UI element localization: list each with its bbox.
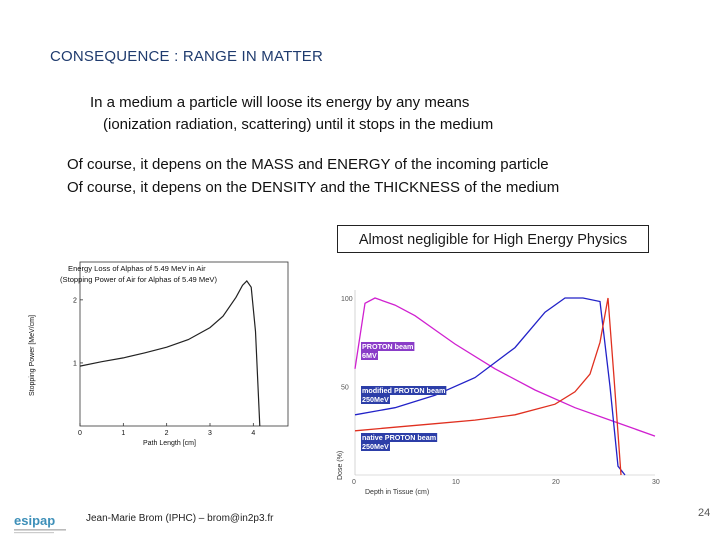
alpha-x-tick-label: 3	[208, 430, 212, 437]
dose-series-label: 250MeV	[362, 442, 389, 451]
intro-line-2: (ionization radiation, scattering) until it stops in the medium	[103, 116, 494, 133]
dose-x-tick-label: 30	[652, 479, 660, 486]
dose-x-tick-label: 0	[352, 479, 356, 486]
dose-y-tick-label: 100	[341, 296, 353, 303]
alpha-x-tick-label: 2	[164, 430, 169, 437]
dose-chart-ylabel: Dose (%)	[337, 450, 344, 480]
dose-x-tick-label: 20	[552, 479, 560, 486]
page-number: 24	[698, 507, 711, 519]
dose-series-label: 6MV	[362, 351, 377, 360]
alpha-stopping-power-chart	[18, 254, 298, 450]
dose-series-label: PROTON beam	[362, 342, 414, 351]
alpha-chart-subtitle: (Stopping Power of Air for Alphas of 5.49 MeV)	[60, 275, 218, 284]
dose-y-tick-label: 50	[341, 384, 349, 392]
alpha-chart-ylabel: Stopping Power [MeV/cm]	[29, 315, 36, 396]
dose-x-tick-label: 10	[452, 479, 460, 486]
alpha-x-tick-label: 1	[121, 430, 126, 437]
proton-depth-dose-chart	[320, 280, 665, 500]
dose-series-label: native PROTON beam	[362, 433, 437, 442]
logo-underline	[14, 529, 66, 531]
hep-callout-box: Almost negligible for High Energy Physics	[337, 225, 649, 253]
alpha-chart-title: Energy Loss of Alphas of 5.49 MeV in Air	[68, 264, 206, 273]
density-thickness-line: Of course, it depens on the DENSITY and the THICKNESS of the medium	[67, 179, 560, 196]
dose-series-label: 250MeV	[362, 395, 389, 404]
alpha-x-tick-label: 4	[251, 430, 256, 437]
mass-energy-line: Of course, it depens on the MASS and ENERGY of the incoming particle	[67, 156, 549, 173]
esipap-logo-text: esipap	[14, 513, 56, 528]
esipap-logo	[14, 511, 72, 537]
intro-line-1: In a medium a particle will loose its energy by any means	[90, 94, 470, 111]
alpha-chart-xlabel: Path Length [cm]	[143, 440, 196, 447]
dose-series-label: modified PROTON beam	[362, 386, 446, 395]
footer-author: Jean-Marie Brom (IPHC) – brom@in2p3.fr	[86, 513, 274, 524]
alpha-y-tick-label: 2	[73, 297, 77, 305]
dose-chart-xlabel: Depth in Tissue (cm)	[365, 489, 430, 496]
alpha-x-tick-label: 0	[78, 430, 82, 437]
logo-underline-2	[14, 532, 54, 533]
slide-title: CONSEQUENCE : RANGE IN MATTER	[50, 48, 324, 65]
alpha-y-tick-label: 1	[73, 360, 77, 368]
